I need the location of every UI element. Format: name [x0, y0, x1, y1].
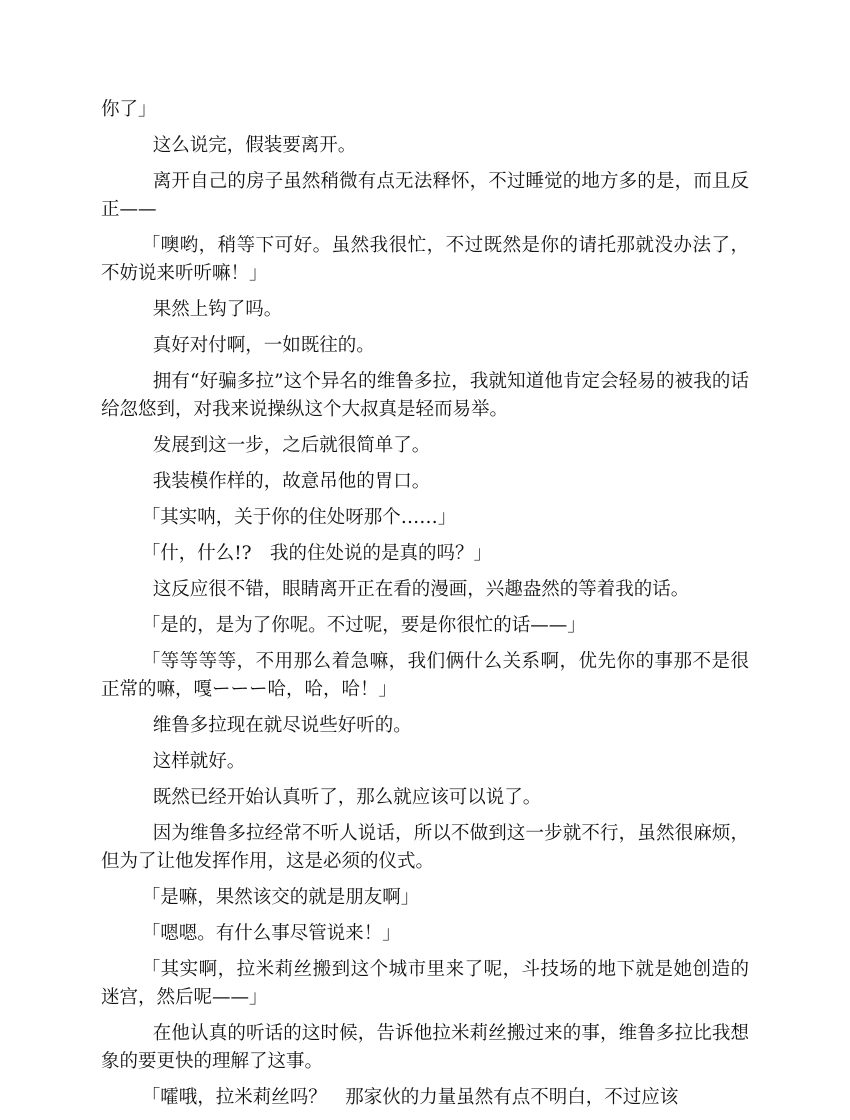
paragraph: 既然已经开始认真听了，那么就应该可以说了。: [152, 787, 542, 808]
dialogue-line: 「是嘛，果然该交的就是朋友啊」: [141, 887, 420, 908]
paragraph: 这样就好。: [152, 751, 246, 772]
dialogue-line: 「嗯嗯。有什么事尽管说来！」: [141, 923, 401, 944]
paragraph: 拥有“好骗多拉”这个异名的维鲁多拉，我就知道他肯定会轻易的被我的话给忽悠到，对我来说操纵这个大叔真是轻而易举。: [101, 371, 749, 420]
paragraph: 因为维鲁多拉经常不听人说话，所以不做到这一步就不行，虽然很麻烦，但为了让他发挥作用，这是必须的仪式。: [101, 823, 749, 872]
dialogue-line: 「等等等等，不用那么着急嘛，我们俩什么关系啊，优先你的事那不是很正常的嘛，嘎ーーー哈，哈，哈！」: [101, 651, 749, 700]
paragraph: 这么说完，假装要离开。: [152, 135, 357, 156]
dialogue-line: 「是的，是为了你呢。不过呢，要是你很忙的话——」: [141, 615, 586, 636]
paragraph: 发展到这一步，之后就很简单了。: [152, 435, 431, 456]
dialogue-line: 「其实啊，拉米莉丝搬到这个城市里来了呢，斗技场的地下就是她创造的迷宫，然后呢——」: [101, 959, 749, 1008]
paragraph: 我装模作样的，故意吊他的胃口。: [152, 471, 431, 492]
paragraph: 真好对付啊，一如既往的。: [152, 335, 375, 356]
paragraph: 维鲁多拉现在就尽说些好听的。: [152, 715, 412, 736]
paragraph: 你了」: [101, 99, 157, 120]
paragraph: 离开自己的房子虽然稍微有点无法释怀，不过睡觉的地方多的是，而且反正——: [101, 171, 749, 220]
document-page: [101, 96, 749, 1120]
paragraph: 果然上钩了吗。: [152, 299, 283, 320]
dialogue-line: 「其实呐，关于你的住处呀那个……」: [141, 507, 457, 528]
paragraph: 在他认真的听话的这时候，告诉他拉米莉丝搬过来的事，维鲁多拉比我想象的要更快的理解了这事。: [101, 1023, 749, 1072]
dialogue-line: 「什，什么!? 我的住处说的是真的吗？」: [141, 543, 493, 564]
dialogue-line: 「嚯哦，拉米莉丝吗？ 那家伙的力量虽然有点不明白，不过应该: [141, 1087, 679, 1108]
dialogue-line: 「噢哟，稍等下可好。虽然我很忙，不过既然是你的请托那就没办法了，不妨说来听听嘛！」: [101, 235, 749, 284]
paragraph: 这反应很不错，眼睛离开正在看的漫画，兴趣盎然的等着我的话。: [152, 579, 690, 600]
